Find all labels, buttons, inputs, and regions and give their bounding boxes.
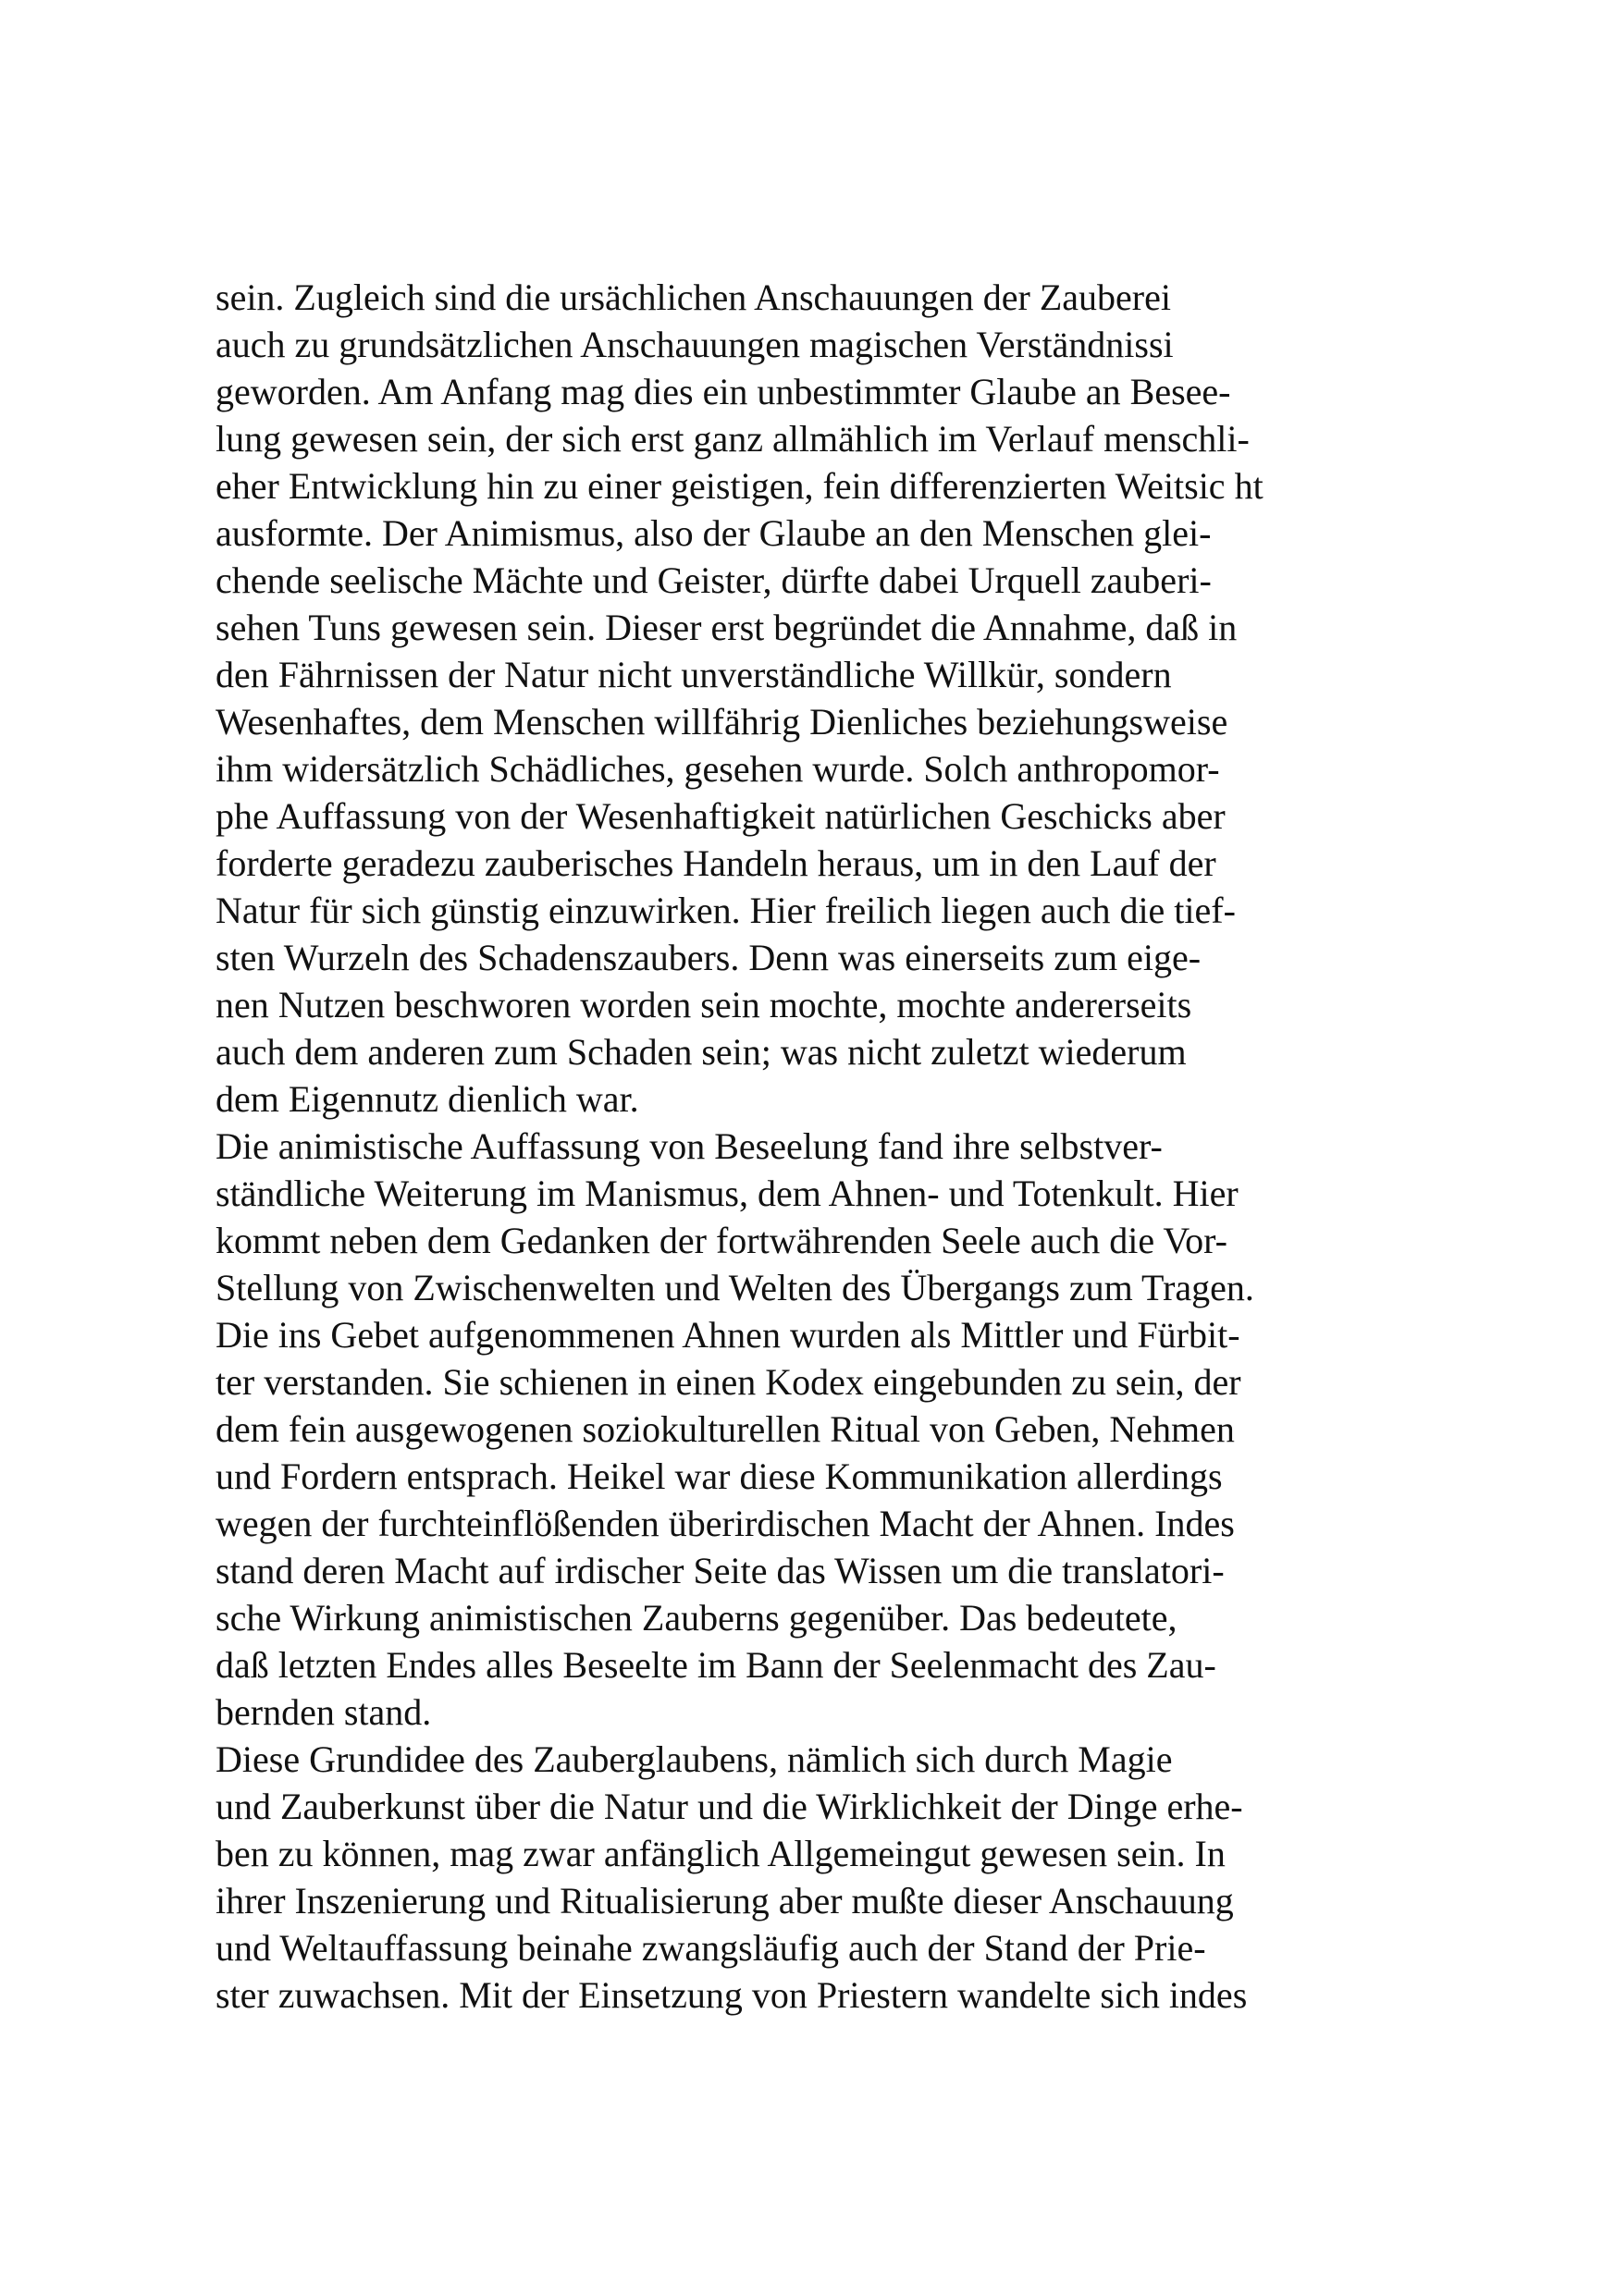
text-line: auch dem anderen zum Schaden sein; was nicht zuletzt wiederum [216,1031,1187,1073]
text-line: nen Nutzen beschworen worden sein mochte, mochte andererseits [216,984,1192,1025]
text-line: chende seelische Mächte und Geister, dürfte dabei Urquell zauberi- [216,559,1212,601]
text-line: wegen der furchteinflößenden überirdischen Macht der Ahnen. Indes [216,1503,1235,1544]
paragraph-2 [216,1123,1418,1736]
text-line: sche Wirkung animistischen Zauberns gegenüber. Das bedeutete, [216,1597,1177,1639]
text-line: sten Wurzeln des Schadenszaubers. Denn was einerseits zum eige- [216,937,1202,978]
text-line: ster zuwachsen. Mit der Einsetzung von Priestern wandelte sich indes [216,1974,1248,2016]
text-line: lung gewesen sein, der sich erst ganz allmählich im Verlauf menschli- [216,418,1250,460]
text-line: eher Entwicklung hin zu einer geistigen, fein differenzierten Weitsic ht [216,465,1264,507]
text-line: auch zu grundsätzlichen Anschauungen magischen Verständnissi [216,324,1174,365]
text-line: und Fordern entsprach. Heikel war diese Kommunikation allerdings [216,1455,1223,1497]
text-line: forderte geradezu zauberisches Handeln heraus, um in den Lauf der [216,842,1216,884]
text-line: bernden stand. [216,1691,432,1733]
paragraph-3 [216,1736,1418,2019]
text-line: Diese Grundidee des Zauberglaubens, nämlich sich durch Magie [216,1738,1173,1780]
paragraph-1 [216,274,1418,1123]
text-line: ter verstanden. Sie schienen in einen Kodex eingebunden zu sein, der [216,1361,1241,1403]
text-line: kommt neben dem Gedanken der fortwährenden Seele auch die Vor- [216,1220,1228,1261]
body-text [216,274,1418,2019]
text-line: dem fein ausgewogenen soziokulturellen Ritual von Geben, Nehmen [216,1408,1235,1450]
text-line: Wesenhaftes, dem Menschen willfährig Dienliches beziehungsweise [216,701,1228,743]
text-line: ausformte. Der Animismus, also der Glaube an den Menschen glei- [216,512,1212,554]
text-line: und Weltauffassung beinahe zwangsläufig auch der Stand der Prie- [216,1927,1206,1969]
text-line: daß letzten Endes alles Beseelte im Bann der Seelenmacht des Zau- [216,1644,1216,1686]
text-line: Die ins Gebet aufgenommenen Ahnen wurden als Mittler und Fürbit- [216,1314,1240,1356]
text-line: sein. Zugleich sind die ursächlichen Anschauungen der Zauberei [216,276,1171,318]
text-line: ständliche Weiterung im Manismus, dem Ahnen- und Totenkult. Hier [216,1173,1239,1214]
text-line: ihm widersätzlich Schädliches, gesehen wurde. Solch anthropomor- [216,748,1220,790]
text-line: Die animistische Auffassung von Beseelung fand ihre selbstver- [216,1125,1163,1167]
text-line: Stellung von Zwischenwelten und Welten des Übergangs zum Tragen. [216,1267,1254,1308]
text-line: Natur für sich günstig einzuwirken. Hier freilich liegen auch die tief- [216,890,1236,931]
text-line: geworden. Am Anfang mag dies ein unbestimmter Glaube an Besee- [216,371,1231,412]
text-line: ihrer Inszenierung und Ritualisierung aber mußte dieser Anschauung [216,1880,1234,1922]
text-line: sehen Tuns gewesen sein. Dieser erst begründet die Annahme, daß in [216,607,1238,648]
text-line: den Fährnissen der Natur nicht unverständliche Willkür, sondern [216,654,1172,695]
text-line: phe Auffassung von der Wesenhaftigkeit natürlichen Geschicks aber [216,795,1226,837]
text-line: stand deren Macht auf irdischer Seite das Wissen um die translatori- [216,1550,1225,1591]
text-line: dem Eigennutz dienlich war. [216,1078,639,1120]
text-line: und Zauberkunst über die Natur und die Wirklichkeit der Dinge erhe- [216,1786,1243,1827]
text-line: ben zu können, mag zwar anfänglich Allgemeingut gewesen sein. In [216,1833,1226,1874]
